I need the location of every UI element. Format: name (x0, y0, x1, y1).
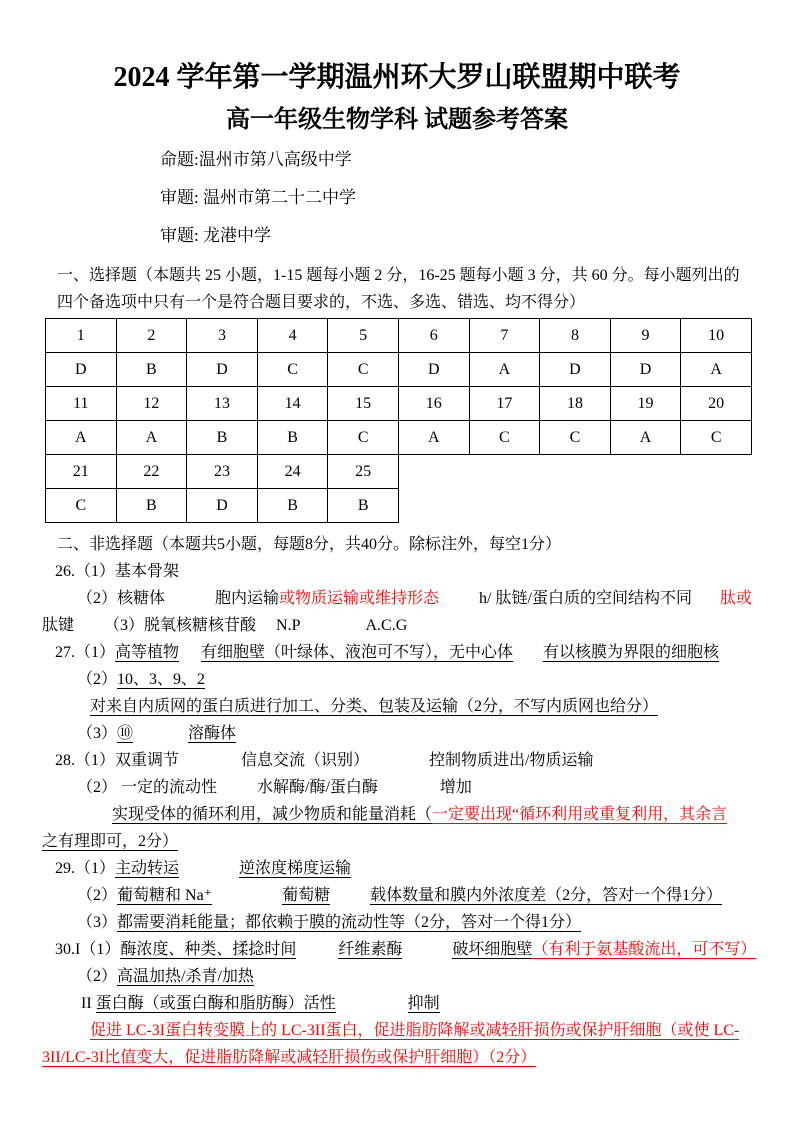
answer-text: 破坏细胞壁 (452, 941, 533, 958)
answer-text: 抑制 (407, 995, 440, 1012)
answer-letter-cell: A (398, 421, 469, 455)
question-number-cell: 3 (187, 319, 258, 353)
answer-letter-cell: B (328, 489, 399, 523)
answer-text: 纤维素酶 (338, 941, 403, 958)
answer-text: II (81, 995, 96, 1012)
question-number-row (46, 387, 752, 421)
question-number-cell: 18 (540, 387, 611, 421)
page-subtitle: 高一年级生物学科 试题参考答案 (226, 107, 568, 133)
answer-text: 增加 (439, 779, 472, 796)
grading-note-text: 3II/LC-3I比值变大，促进脂肪降解或减轻肝损伤或保护肝细胞）（2分） (42, 1049, 537, 1066)
answer-text: 肽键 (42, 617, 75, 634)
setter-line: 命题:温州市第八高级中学 (160, 150, 352, 169)
question-number-cell: 20 (681, 387, 752, 421)
answer-letter-cell: C (469, 421, 540, 455)
answer-letter-cell: D (187, 489, 258, 523)
answer-text: 信息交流（识别） (241, 752, 370, 769)
answer-letter-cell: D (187, 353, 258, 387)
answer-text: 溶酶体 (188, 725, 237, 742)
page-title: 2024 学年第一学期温州环大罗山联盟期中联考 (113, 62, 681, 93)
answer-table-body (46, 319, 752, 523)
answer-letter-cell: C (257, 353, 328, 387)
question-number-cell: 9 (610, 319, 681, 353)
answer-letter-cell: A (46, 421, 117, 455)
grading-note-text: 或物质运输或维持形态 (279, 590, 440, 607)
answer-line (42, 882, 752, 909)
reviewer-line-2: 审题: 龙港中学 (160, 226, 271, 245)
question-number-cell: 12 (116, 387, 187, 421)
answer-text: 控制物质进出/物质运输 (429, 752, 594, 769)
question-number-cell: 14 (257, 387, 328, 421)
answer-text: 都需要消耗能量；都依赖于膜的流动性等（2分，答对一个得1分） (117, 914, 582, 931)
answer-letter-cell: B (116, 489, 187, 523)
answer-text: （2） (77, 968, 118, 985)
choice-section-intro-line-1: 一、选择题（本题共 25 小题，1-15 题每小题 2 分，16-25 题每小题 3 分，共 60 分。每小题列出的 (57, 267, 740, 284)
question-number-cell: 22 (116, 455, 187, 489)
answer-line (42, 990, 752, 1017)
answer-line (42, 1044, 752, 1071)
answer-text: 蛋白酶（或蛋白酶和脂肪酶）活性 (95, 995, 336, 1012)
answer-letter-row (46, 489, 752, 523)
reviewer-line-1: 审题: 温州市第二十二中学 (160, 188, 356, 207)
answer-letter-cell: A (116, 421, 187, 455)
answer-text: 逆浓度梯度运输 (239, 860, 352, 877)
question-number-row (46, 455, 752, 489)
answer-line (42, 747, 752, 774)
answer-line (42, 585, 752, 612)
answer-line (42, 909, 752, 936)
answer-text: （2） (77, 887, 118, 904)
question-number-cell: 21 (46, 455, 117, 489)
answer-letter-cell: C (540, 421, 611, 455)
answer-text: h/ 肽链/蛋白质的空间结构不同 (479, 590, 692, 607)
answer-table (45, 318, 752, 523)
question-number-cell: 23 (187, 455, 258, 489)
answer-text: 主动转运 (115, 860, 180, 877)
answer-text: 载体数量和膜内外浓度差（2分，答对一个得1分） (370, 887, 723, 904)
answer-text: 27.（1） (55, 644, 116, 661)
answer-line (42, 558, 752, 585)
answer-letter-row (46, 353, 752, 387)
answer-text: ⑩ (117, 725, 134, 742)
question-number-cell: 16 (398, 387, 469, 421)
question-number-cell: 15 (328, 387, 399, 421)
answer-letter-cell: C (328, 421, 399, 455)
answer-text: （2）核糖体 (77, 590, 166, 607)
grading-note-text: 肽或 (719, 590, 752, 607)
answer-text: A.C.G (365, 617, 408, 634)
answer-text: （2） (77, 671, 118, 688)
answer-letter-cell: B (257, 489, 328, 523)
question-number-cell: 6 (398, 319, 469, 353)
answer-line (42, 612, 752, 639)
question-number-cell: 4 (257, 319, 328, 353)
answer-letter-cell: C (46, 489, 117, 523)
answer-text: 水解酶/酶/蛋白酶 (257, 779, 378, 796)
answer-text: 26.（1）基本骨架 (55, 563, 180, 580)
answer-letter-cell: B (187, 421, 258, 455)
answer-letter-cell: B (116, 353, 187, 387)
question-number-cell: 5 (328, 319, 399, 353)
answer-letter-cell: C (681, 421, 752, 455)
answer-line (42, 720, 752, 747)
answer-line (42, 1017, 752, 1044)
answer-letter-row (46, 421, 752, 455)
answer-letter-cell: D (540, 353, 611, 387)
answer-text: （3） (77, 914, 118, 931)
answer-text: 对来自内质网的蛋白质进行加工、分类、包装及运输（2分，不写内质网也给分） (90, 698, 659, 715)
answer-text: 29.（1） (55, 860, 116, 877)
answer-text: 高等植物 (115, 644, 180, 661)
answer-letter-cell: A (469, 353, 540, 387)
answer-text: 30.I（1） (55, 941, 121, 958)
free-response-section-intro: 二、非选择题（本题共5小题，每题8分，共40分。除标注外，每空1分） (57, 536, 562, 553)
answer-text: 酶浓度、种类、揉捻时间 (120, 941, 297, 958)
answer-text: 实现受体的循环利用，减少物质和能量消耗（ (112, 806, 433, 823)
answer-line (42, 963, 752, 990)
answer-text: 胞内运输 (215, 590, 280, 607)
answer-text: （3）脱氧核糖核苷酸 (104, 617, 257, 634)
grading-note-text: 一定要出现“循环利用或重复利用，其余言 (432, 806, 728, 823)
question-number-cell: 7 (469, 319, 540, 353)
question-number-cell: 25 (328, 455, 399, 489)
grading-note-text: （有利于氨基酸流出，可不写） (532, 941, 757, 958)
answer-text: 有细胞壁（叶绿体、液泡可不写），无中心体 (201, 644, 514, 661)
answer-line (42, 774, 752, 801)
answer-text: 28.（1）双重调节 (55, 752, 180, 769)
answer-text: （3） (77, 725, 118, 742)
answer-letter-cell: A (610, 421, 681, 455)
answer-letter-cell: D (398, 353, 469, 387)
question-number-cell: 8 (540, 319, 611, 353)
answer-text: （2） 一定的流动性 (77, 779, 218, 796)
answer-text: 10、3、9、2 (117, 671, 206, 688)
answer-line (42, 693, 752, 720)
answer-text: 葡萄糖和 Na⁺ (117, 887, 213, 904)
answer-letter-cell: D (610, 353, 681, 387)
answer-letter-cell: D (46, 353, 117, 387)
answer-letter-cell: B (257, 421, 328, 455)
answer-line (42, 936, 757, 963)
question-number-cell: 13 (187, 387, 258, 421)
answer-letter-cell: A (681, 353, 752, 387)
question-number-cell: 19 (610, 387, 681, 421)
answer-line (42, 828, 752, 855)
question-number-cell: 2 (116, 319, 187, 353)
answer-text: 葡萄糖 (282, 887, 331, 904)
question-number-cell: 10 (681, 319, 752, 353)
answer-line (42, 666, 752, 693)
answer-line (42, 639, 752, 666)
answer-text: 之有理即可，2分） (42, 833, 179, 850)
free-response-answers (42, 558, 757, 1071)
answer-line (42, 801, 752, 828)
answer-text: 高温加热/杀青/加热 (117, 968, 254, 985)
answer-text: N.P (276, 617, 301, 634)
question-number-cell: 11 (46, 387, 117, 421)
answer-line (42, 855, 752, 882)
question-number-cell: 24 (257, 455, 328, 489)
choice-section-intro-line-2: 四个备选项中只有一个是符合题目要求的，不选、多选、错选、均不得分） (57, 294, 586, 311)
question-number-row (46, 319, 752, 353)
answer-text: 有以核膜为界限的细胞核 (543, 644, 720, 661)
grading-note-text: 促进 LC-3I蛋白转变膜上的 LC-3II蛋白，促进脂肪降解或减轻肝损伤或保护肝细胞（或使 LC- (90, 1022, 740, 1039)
question-number-cell: 17 (469, 387, 540, 421)
question-number-cell: 1 (46, 319, 117, 353)
answer-letter-cell: C (328, 353, 399, 387)
